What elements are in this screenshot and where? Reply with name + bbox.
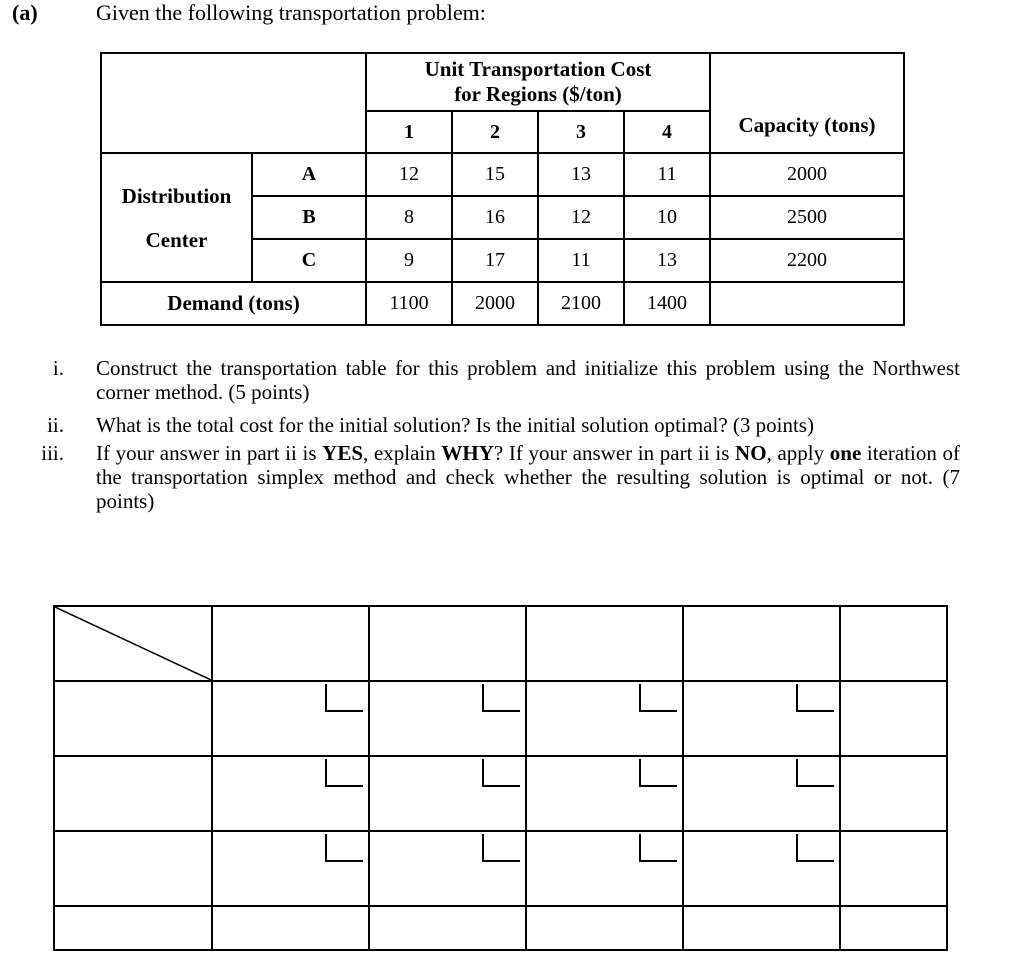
demand-capacity-empty-cell — [710, 282, 904, 325]
capacity-cell: 2000 — [710, 153, 904, 196]
allocation-cell[interactable] — [683, 756, 840, 831]
demand-cell: 1400 — [624, 282, 710, 325]
demand-cell: 2100 — [538, 282, 624, 325]
allocation-cell[interactable] — [526, 831, 683, 906]
allocation-cell[interactable] — [683, 681, 840, 756]
demand-row-cell[interactable] — [840, 906, 947, 950]
cost-box — [482, 834, 520, 862]
question-text: If your answer in part ii is YES, explain WHY? If your answer in part ii is NO, apply one iteration of the transportation simplex method and check whether the resulting solution is optimal or not. (7 points) — [96, 441, 961, 513]
center-label: C — [252, 239, 366, 282]
allocation-cell[interactable] — [526, 756, 683, 831]
cost-cell: 12 — [366, 153, 452, 196]
question-number: i. — [52, 356, 64, 380]
row-label-cell[interactable] — [54, 831, 212, 906]
demand-cell: 1100 — [366, 282, 452, 325]
allocation-cell[interactable] — [369, 831, 526, 906]
cost-box — [482, 684, 520, 712]
capacity-cell: 2200 — [710, 239, 904, 282]
row-group-line2: Center — [145, 227, 208, 252]
supply-cell[interactable] — [840, 681, 947, 756]
row-group-line1: Distribution — [121, 183, 232, 208]
center-label: A — [252, 153, 366, 196]
answer-transportation-grid — [53, 605, 948, 951]
allocation-cell[interactable] — [212, 831, 369, 906]
supply-cell[interactable] — [840, 831, 947, 906]
cost-box — [325, 684, 363, 712]
region-header-1: 1 — [366, 111, 452, 153]
given-transportation-table — [100, 52, 905, 326]
cost-box — [482, 759, 520, 787]
diagonal-line — [55, 607, 211, 680]
header-cell[interactable] — [369, 606, 526, 681]
cost-title — [366, 53, 710, 111]
cost-cell: 10 — [624, 196, 710, 239]
cost-title-line2: for Regions ($/ton) — [454, 82, 622, 106]
cost-cell: 13 — [538, 153, 624, 196]
header-cell[interactable] — [526, 606, 683, 681]
cost-cell: 15 — [452, 153, 538, 196]
allocation-cell[interactable] — [369, 681, 526, 756]
question-number: ii. — [47, 413, 64, 437]
cost-cell: 12 — [538, 196, 624, 239]
demand-cell: 2000 — [452, 282, 538, 325]
region-header-4: 4 — [624, 111, 710, 153]
question-text: Construct the transportation table for this problem and initialize this problem using the Northwest corner method. (5 points) — [96, 356, 960, 404]
question-number: iii. — [41, 441, 64, 465]
cost-box — [325, 834, 363, 862]
cost-cell: 8 — [366, 196, 452, 239]
region-header-3: 3 — [538, 111, 624, 153]
allocation-cell[interactable] — [526, 681, 683, 756]
region-header-2: 2 — [452, 111, 538, 153]
demand-row-cell[interactable] — [526, 906, 683, 950]
cost-title-line1: Unit Transportation Cost — [424, 57, 652, 81]
capacity-header: Capacity (tons) — [710, 53, 904, 153]
row-label-cell[interactable] — [54, 681, 212, 756]
cost-box — [796, 834, 834, 862]
question-text: What is the total cost for the initial solution? Is the initial solution optimal? (3 points) — [96, 413, 814, 437]
header-cell[interactable] — [840, 606, 947, 681]
allocation-cell[interactable] — [369, 756, 526, 831]
corner-cell — [101, 53, 366, 153]
intro-text: Given the following transportation problem: — [96, 0, 486, 25]
cost-box — [639, 834, 677, 862]
header-cell[interactable] — [683, 606, 840, 681]
cost-box — [796, 759, 834, 787]
supply-cell[interactable] — [840, 756, 947, 831]
demand-row-cell[interactable] — [54, 906, 212, 950]
cost-cell: 11 — [538, 239, 624, 282]
cost-box — [325, 759, 363, 787]
cost-cell: 9 — [366, 239, 452, 282]
cost-cell: 17 — [452, 239, 538, 282]
row-group-label — [101, 153, 252, 282]
allocation-cell[interactable] — [212, 681, 369, 756]
header-cell[interactable] — [212, 606, 369, 681]
cost-box — [639, 684, 677, 712]
demand-row-cell[interactable] — [369, 906, 526, 950]
diagonal-corner-cell[interactable] — [54, 606, 212, 681]
allocation-cell[interactable] — [683, 831, 840, 906]
cost-box — [796, 684, 834, 712]
allocation-cell[interactable] — [212, 756, 369, 831]
part-label: (a) — [12, 0, 38, 25]
cost-cell: 11 — [624, 153, 710, 196]
row-label-cell[interactable] — [54, 756, 212, 831]
center-label: B — [252, 196, 366, 239]
cost-cell: 16 — [452, 196, 538, 239]
demand-row-cell[interactable] — [212, 906, 369, 950]
demand-row-cell[interactable] — [683, 906, 840, 950]
demand-label: Demand (tons) — [101, 282, 366, 325]
cost-box — [639, 759, 677, 787]
cost-cell: 13 — [624, 239, 710, 282]
capacity-cell: 2500 — [710, 196, 904, 239]
